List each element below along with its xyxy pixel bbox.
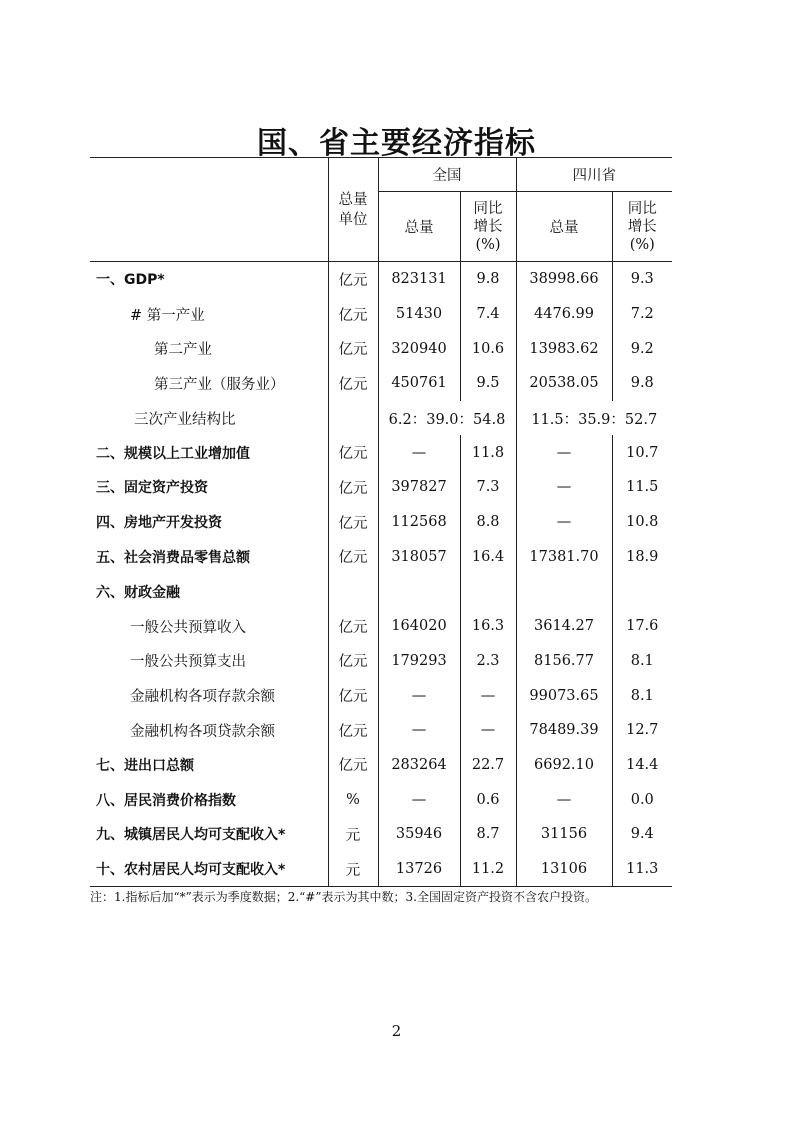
sichuan-growth: 9.3 — [612, 262, 672, 297]
sichuan-total: 20538.05 — [516, 366, 612, 401]
table-row — [90, 748, 672, 783]
header-blank — [90, 158, 328, 262]
national-total: 283264 — [378, 748, 460, 783]
row-unit: 亿元 — [328, 713, 378, 748]
sichuan-total: 8156.77 — [516, 644, 612, 679]
sichuan-total — [516, 574, 612, 609]
national-total — [378, 574, 460, 609]
table-row — [90, 609, 672, 644]
national-total: — — [378, 782, 460, 817]
row-unit: 元 — [328, 817, 378, 852]
row-name: 第三产业（服务业） — [154, 376, 285, 393]
table-row — [90, 435, 672, 470]
national-growth — [460, 574, 516, 609]
row-name: 十、农村居民人均可支配收入* — [90, 852, 328, 887]
national-growth: 7.4 — [460, 297, 516, 332]
sichuan-growth: 8.1 — [612, 644, 672, 679]
table-row — [90, 678, 672, 713]
row-name: 四、房地产开发投资 — [96, 515, 222, 532]
row-unit: 亿元 — [328, 331, 378, 366]
national-total: 112568 — [378, 505, 460, 540]
page-title: 国、省主要经济指标 — [257, 126, 536, 161]
row-unit: 亿元 — [328, 748, 378, 783]
table-row — [90, 574, 672, 609]
national-ratio: 6.2：39.0：54.8 — [378, 401, 516, 436]
sichuan-growth: 12.7 — [612, 713, 672, 748]
page-number: 2 — [391, 1022, 402, 1040]
national-growth: 11.2 — [460, 852, 516, 887]
national-growth: 11.8 — [460, 435, 516, 470]
row-name: 五、社会消费品零售总额 — [96, 549, 250, 566]
row-unit: 亿元 — [328, 435, 378, 470]
row-unit: 亿元 — [328, 297, 378, 332]
row-name: 七、进出口总额 — [96, 757, 194, 774]
national-total: — — [378, 435, 460, 470]
row-name: 一般公共预算收入 — [130, 619, 246, 636]
row-name: 三次产业结构比 — [134, 411, 236, 428]
row-name: 一、GDP* — [96, 272, 165, 289]
table-row — [90, 782, 672, 817]
table-row — [90, 852, 672, 887]
row-unit — [328, 574, 378, 609]
national-total: 13726 — [378, 852, 460, 887]
sichuan-total: — — [516, 505, 612, 540]
row-name: 九、城镇居民人均可支配收入* — [96, 827, 286, 844]
national-growth: 10.6 — [460, 331, 516, 366]
sichuan-growth: 10.8 — [612, 505, 672, 540]
national-total: — — [378, 713, 460, 748]
national-total: 35946 — [378, 817, 460, 852]
row-unit: 亿元 — [328, 609, 378, 644]
sichuan-total: 3614.27 — [516, 609, 612, 644]
table-row — [90, 713, 672, 748]
national-total: 164020 — [378, 609, 460, 644]
national-total: 450761 — [378, 366, 460, 401]
national-total: — — [378, 678, 460, 713]
row-name: 第二产业 — [154, 342, 212, 359]
sichuan-total: — — [516, 782, 612, 817]
row-unit — [328, 401, 378, 436]
table-row — [90, 297, 672, 332]
table-row — [90, 262, 672, 297]
national-growth: 9.5 — [460, 366, 516, 401]
sichuan-growth: 10.7 — [612, 435, 672, 470]
sichuan-total: 38998.66 — [516, 262, 612, 297]
table-row — [90, 505, 672, 540]
national-growth: 0.6 — [460, 782, 516, 817]
table-row — [90, 470, 672, 505]
national-total: 179293 — [378, 644, 460, 679]
table-row — [90, 644, 672, 679]
table-row — [90, 817, 672, 852]
row-unit: 亿元 — [328, 262, 378, 297]
row-unit: 亿元 — [328, 644, 378, 679]
national-growth: — — [460, 713, 516, 748]
row-unit: 元 — [328, 852, 378, 887]
row-name: 八、居民消费价格指数 — [96, 792, 236, 809]
header-sichuan-total: 总量 — [516, 192, 612, 262]
sichuan-growth: 7.2 — [612, 297, 672, 332]
row-name: 一般公共预算支出 — [130, 654, 246, 671]
sichuan-total: 13106 — [516, 852, 612, 887]
row-unit: 亿元 — [328, 540, 378, 575]
header-sichuan: 四川省 — [516, 158, 672, 192]
indicator-table — [90, 157, 672, 887]
row-name: 金融机构各项贷款余额 — [130, 723, 275, 740]
header-unit: 总量 单位 — [328, 158, 378, 262]
national-total: 397827 — [378, 470, 460, 505]
sichuan-total: 17381.70 — [516, 540, 612, 575]
row-name: 二、规模以上工业增加值 — [96, 445, 250, 462]
national-growth: 22.7 — [460, 748, 516, 783]
table-row — [90, 366, 672, 401]
row-name: 六、财政金融 — [96, 584, 180, 601]
sichuan-total: 13983.62 — [516, 331, 612, 366]
national-total: 823131 — [378, 262, 460, 297]
sichuan-growth: 9.4 — [612, 817, 672, 852]
national-total: 318057 — [378, 540, 460, 575]
row-unit: % — [328, 782, 378, 817]
sichuan-growth: 11.5 — [612, 470, 672, 505]
national-growth: 2.3 — [460, 644, 516, 679]
header-sichuan-growth: 同比 增长 (%) — [612, 192, 672, 262]
row-name: 金融机构各项存款余额 — [130, 689, 275, 706]
sichuan-total: 99073.65 — [516, 678, 612, 713]
sichuan-total: — — [516, 470, 612, 505]
row-name: # 第一产业 — [130, 307, 205, 324]
sichuan-growth: 8.1 — [612, 678, 672, 713]
row-unit: 亿元 — [328, 470, 378, 505]
national-growth: — — [460, 678, 516, 713]
table-row — [90, 401, 672, 436]
row-unit: 亿元 — [328, 505, 378, 540]
sichuan-growth: 9.2 — [612, 331, 672, 366]
sichuan-ratio: 11.5：35.9：52.7 — [516, 401, 672, 436]
sichuan-growth: 11.3 — [612, 852, 672, 887]
national-growth: 8.8 — [460, 505, 516, 540]
national-growth: 8.7 — [460, 817, 516, 852]
national-growth: 16.3 — [460, 609, 516, 644]
sichuan-growth: 18.9 — [612, 540, 672, 575]
sichuan-total: 4476.99 — [516, 297, 612, 332]
national-growth: 7.3 — [460, 470, 516, 505]
national-total: 320940 — [378, 331, 460, 366]
header-national-total: 总量 — [378, 192, 460, 262]
sichuan-total: 78489.39 — [516, 713, 612, 748]
sichuan-growth: 17.6 — [612, 609, 672, 644]
table-row — [90, 331, 672, 366]
footnote: 注：1.指标后加“*”表示为季度数据；2.“#”表示为其中数；3.全国固定资产投资不含农户投资。 — [90, 890, 597, 904]
header-national-growth: 同比 增长 (%) — [460, 192, 516, 262]
row-unit: 亿元 — [328, 366, 378, 401]
national-total: 51430 — [378, 297, 460, 332]
national-growth: 9.8 — [460, 262, 516, 297]
sichuan-total: 31156 — [516, 817, 612, 852]
row-unit: 亿元 — [328, 678, 378, 713]
header-national: 全国 — [378, 158, 516, 192]
sichuan-growth: 14.4 — [612, 748, 672, 783]
table-row — [90, 540, 672, 575]
row-name: 三、固定资产投资 — [96, 480, 208, 497]
sichuan-growth — [612, 574, 672, 609]
sichuan-total: — — [516, 435, 612, 470]
sichuan-total: 6692.10 — [516, 748, 612, 783]
national-growth: 16.4 — [460, 540, 516, 575]
sichuan-growth: 0.0 — [612, 782, 672, 817]
sichuan-growth: 9.8 — [612, 366, 672, 401]
